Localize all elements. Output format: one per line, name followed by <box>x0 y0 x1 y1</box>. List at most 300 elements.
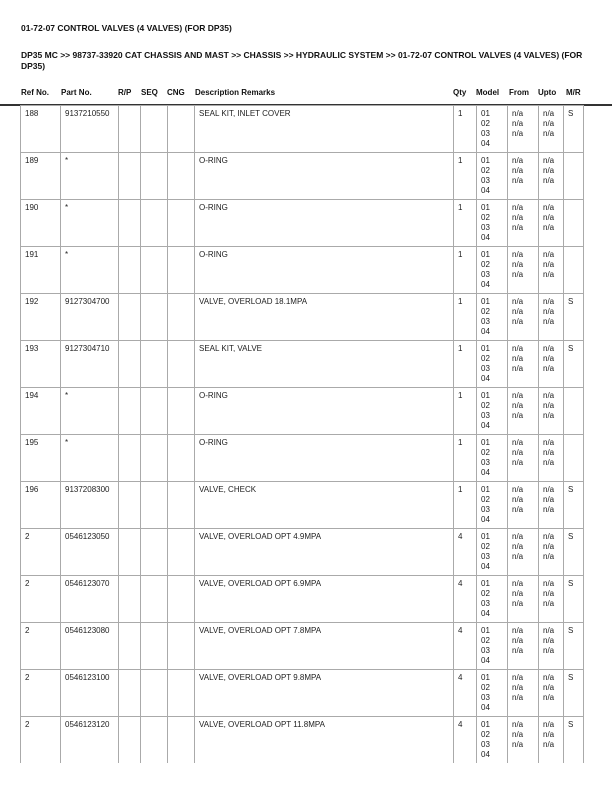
seq-cell <box>141 106 168 153</box>
model-line: 01 <box>481 438 490 447</box>
model-line: 02 <box>481 401 490 410</box>
upto-line: n/a <box>543 505 555 514</box>
rp-cell <box>119 106 141 153</box>
upto-line: n/a <box>543 176 555 185</box>
upto-line: n/a <box>543 458 555 467</box>
model-line: 04 <box>481 656 490 665</box>
from-line: n/a <box>512 646 524 655</box>
model-line: 04 <box>481 750 490 759</box>
model-line: 02 <box>481 354 490 363</box>
part-no: 0546123070 <box>61 576 119 623</box>
model-line: 03 <box>481 223 490 232</box>
model-line: 01 <box>481 203 490 212</box>
part-no: 0546123080 <box>61 623 119 670</box>
model-line: 03 <box>481 693 490 702</box>
table-row <box>21 294 584 341</box>
from-line: n/a <box>512 599 524 608</box>
from <box>508 200 539 247</box>
model-line: 04 <box>481 139 490 148</box>
from-line: n/a <box>512 203 524 212</box>
part-no: 0546123120 <box>61 717 119 764</box>
upto-line: n/a <box>543 683 555 692</box>
part-no: 9137210550 <box>61 106 119 153</box>
model-line: 04 <box>481 515 490 524</box>
mr: S <box>564 482 584 529</box>
qty: 4 <box>454 670 477 717</box>
part-no: * <box>61 388 119 435</box>
from-line: n/a <box>512 411 524 420</box>
model-line: 04 <box>481 468 490 477</box>
upto-line: n/a <box>543 438 555 447</box>
upto <box>539 670 564 717</box>
from <box>508 717 539 764</box>
mr <box>564 200 584 247</box>
upto <box>539 153 564 200</box>
from-line: n/a <box>512 364 524 373</box>
description: VALVE, CHECK <box>195 482 454 529</box>
model-line: 03 <box>481 458 490 467</box>
model-line: 01 <box>481 626 490 635</box>
model-line: 04 <box>481 233 490 242</box>
seq-cell <box>141 247 168 294</box>
mr: S <box>564 294 584 341</box>
cng-cell <box>168 717 195 764</box>
upto-line: n/a <box>543 485 555 494</box>
qty: 1 <box>454 435 477 482</box>
from <box>508 388 539 435</box>
description: O-RING <box>195 153 454 200</box>
upto-line: n/a <box>543 401 555 410</box>
model-line: 01 <box>481 344 490 353</box>
description: SEAL KIT, INLET COVER <box>195 106 454 153</box>
table-row <box>21 388 584 435</box>
description: VALVE, OVERLOAD OPT 9.8MPA <box>195 670 454 717</box>
mr: S <box>564 106 584 153</box>
upto-line: n/a <box>543 109 555 118</box>
model <box>477 576 508 623</box>
upto-line: n/a <box>543 532 555 541</box>
from-line: n/a <box>512 307 524 316</box>
table-row <box>21 576 584 623</box>
seq-cell <box>141 388 168 435</box>
from-line: n/a <box>512 129 524 138</box>
description: VALVE, OVERLOAD OPT 7.8MPA <box>195 623 454 670</box>
col-upto: Upto <box>538 88 557 97</box>
cng-cell <box>168 623 195 670</box>
mr: S <box>564 670 584 717</box>
table-row <box>21 200 584 247</box>
parts-table <box>20 105 584 763</box>
model-line: 02 <box>481 730 490 739</box>
model-line: 01 <box>481 532 490 541</box>
from <box>508 341 539 388</box>
part-no: 9127304710 <box>61 341 119 388</box>
model-line: 02 <box>481 589 490 598</box>
cng-cell <box>168 388 195 435</box>
from-line: n/a <box>512 250 524 259</box>
upto <box>539 623 564 670</box>
model <box>477 294 508 341</box>
rp-cell <box>119 529 141 576</box>
seq-cell <box>141 623 168 670</box>
from-line: n/a <box>512 317 524 326</box>
model-line: 04 <box>481 703 490 712</box>
model <box>477 670 508 717</box>
from-line: n/a <box>512 438 524 447</box>
upto <box>539 529 564 576</box>
part-no: * <box>61 435 119 482</box>
upto-line: n/a <box>543 250 555 259</box>
upto-line: n/a <box>543 720 555 729</box>
part-no: * <box>61 247 119 294</box>
upto-line: n/a <box>543 317 555 326</box>
seq-cell <box>141 482 168 529</box>
upto-line: n/a <box>543 542 555 551</box>
rp-cell <box>119 435 141 482</box>
model-line: 04 <box>481 280 490 289</box>
model <box>477 717 508 764</box>
model-line: 01 <box>481 673 490 682</box>
col-ref: Ref No. <box>21 88 49 97</box>
upto-line: n/a <box>543 156 555 165</box>
model-line: 01 <box>481 391 490 400</box>
from-line: n/a <box>512 119 524 128</box>
seq-cell <box>141 341 168 388</box>
upto-line: n/a <box>543 411 555 420</box>
from-line: n/a <box>512 297 524 306</box>
ref-no: 195 <box>21 435 61 482</box>
part-no: * <box>61 200 119 247</box>
table-row <box>21 623 584 670</box>
cng-cell <box>168 106 195 153</box>
rp-cell <box>119 200 141 247</box>
rp-cell <box>119 294 141 341</box>
mr <box>564 388 584 435</box>
cng-cell <box>168 482 195 529</box>
model <box>477 106 508 153</box>
cng-cell <box>168 576 195 623</box>
model-line: 03 <box>481 740 490 749</box>
description: O-RING <box>195 435 454 482</box>
seq-cell <box>141 435 168 482</box>
qty: 1 <box>454 294 477 341</box>
qty: 1 <box>454 153 477 200</box>
from <box>508 106 539 153</box>
description: O-RING <box>195 200 454 247</box>
upto <box>539 388 564 435</box>
model <box>477 247 508 294</box>
from-line: n/a <box>512 552 524 561</box>
table-row <box>21 341 584 388</box>
upto-line: n/a <box>543 552 555 561</box>
model <box>477 153 508 200</box>
qty: 1 <box>454 341 477 388</box>
model-line: 03 <box>481 176 490 185</box>
table-row <box>21 153 584 200</box>
page-title: 01-72-07 CONTROL VALVES (4 VALVES) (FOR DP35) <box>21 23 232 33</box>
upto-line: n/a <box>543 213 555 222</box>
ref-no: 194 <box>21 388 61 435</box>
from-line: n/a <box>512 626 524 635</box>
from-line: n/a <box>512 166 524 175</box>
model-line: 02 <box>481 542 490 551</box>
from-line: n/a <box>512 542 524 551</box>
mr <box>564 153 584 200</box>
from-line: n/a <box>512 589 524 598</box>
from-line: n/a <box>512 740 524 749</box>
upto-line: n/a <box>543 344 555 353</box>
rp-cell <box>119 623 141 670</box>
col-mr: M/R <box>566 88 581 97</box>
table-row <box>21 482 584 529</box>
model-line: 02 <box>481 448 490 457</box>
upto-line: n/a <box>543 203 555 212</box>
upto-line: n/a <box>543 626 555 635</box>
seq-cell <box>141 576 168 623</box>
model-line: 01 <box>481 250 490 259</box>
mr: S <box>564 717 584 764</box>
model-line: 02 <box>481 495 490 504</box>
from <box>508 623 539 670</box>
model-line: 03 <box>481 317 490 326</box>
model-line: 02 <box>481 260 490 269</box>
part-no: 9137208300 <box>61 482 119 529</box>
from-line: n/a <box>512 579 524 588</box>
ref-no: 193 <box>21 341 61 388</box>
model-line: 03 <box>481 364 490 373</box>
model-line: 04 <box>481 562 490 571</box>
qty: 4 <box>454 623 477 670</box>
model-line: 03 <box>481 646 490 655</box>
upto-line: n/a <box>543 589 555 598</box>
from <box>508 482 539 529</box>
cng-cell <box>168 200 195 247</box>
upto <box>539 435 564 482</box>
model <box>477 623 508 670</box>
model <box>477 200 508 247</box>
ref-no: 188 <box>21 106 61 153</box>
from <box>508 247 539 294</box>
upto-line: n/a <box>543 646 555 655</box>
table-row <box>21 106 584 153</box>
ref-no: 2 <box>21 717 61 764</box>
cng-cell <box>168 294 195 341</box>
from-line: n/a <box>512 730 524 739</box>
col-from: From <box>509 88 529 97</box>
upto-line: n/a <box>543 364 555 373</box>
seq-cell <box>141 294 168 341</box>
model <box>477 482 508 529</box>
from-line: n/a <box>512 673 524 682</box>
model-line: 03 <box>481 552 490 561</box>
rp-cell <box>119 341 141 388</box>
cng-cell <box>168 247 195 294</box>
from <box>508 576 539 623</box>
model-line: 02 <box>481 636 490 645</box>
model-line: 04 <box>481 327 490 336</box>
part-no: 0546123050 <box>61 529 119 576</box>
part-no: 9127304700 <box>61 294 119 341</box>
table-row <box>21 435 584 482</box>
model-line: 03 <box>481 505 490 514</box>
part-no: * <box>61 153 119 200</box>
mr: S <box>564 576 584 623</box>
upto-line: n/a <box>543 730 555 739</box>
ref-no: 2 <box>21 623 61 670</box>
from-line: n/a <box>512 354 524 363</box>
qty: 1 <box>454 106 477 153</box>
from-line: n/a <box>512 223 524 232</box>
qty: 4 <box>454 717 477 764</box>
description: VALVE, OVERLOAD OPT 4.9MPA <box>195 529 454 576</box>
from-line: n/a <box>512 636 524 645</box>
table-row <box>21 529 584 576</box>
from-line: n/a <box>512 495 524 504</box>
rp-cell <box>119 717 141 764</box>
model-line: 03 <box>481 129 490 138</box>
from <box>508 294 539 341</box>
from-line: n/a <box>512 391 524 400</box>
upto <box>539 482 564 529</box>
model-line: 04 <box>481 374 490 383</box>
col-desc: Description Remarks <box>195 88 276 97</box>
from-line: n/a <box>512 532 524 541</box>
upto-line: n/a <box>543 673 555 682</box>
model-line: 02 <box>481 213 490 222</box>
model-line: 03 <box>481 411 490 420</box>
table-row <box>21 670 584 717</box>
upto <box>539 247 564 294</box>
from-line: n/a <box>512 109 524 118</box>
from-line: n/a <box>512 401 524 410</box>
mr <box>564 435 584 482</box>
from-line: n/a <box>512 213 524 222</box>
model <box>477 341 508 388</box>
seq-cell <box>141 200 168 247</box>
from-line: n/a <box>512 505 524 514</box>
from-line: n/a <box>512 344 524 353</box>
from <box>508 670 539 717</box>
ref-no: 196 <box>21 482 61 529</box>
model-line: 01 <box>481 485 490 494</box>
upto <box>539 341 564 388</box>
upto <box>539 294 564 341</box>
description: VALVE, OVERLOAD OPT 6.9MPA <box>195 576 454 623</box>
model-line: 01 <box>481 720 490 729</box>
upto-line: n/a <box>543 636 555 645</box>
model <box>477 388 508 435</box>
description: VALVE, OVERLOAD 18.1MPA <box>195 294 454 341</box>
upto-line: n/a <box>543 448 555 457</box>
model-line: 02 <box>481 307 490 316</box>
upto-line: n/a <box>543 270 555 279</box>
upto-line: n/a <box>543 693 555 702</box>
col-model: Model <box>476 88 500 97</box>
qty: 1 <box>454 482 477 529</box>
cng-cell <box>168 153 195 200</box>
cng-cell <box>168 529 195 576</box>
description: SEAL KIT, VALVE <box>195 341 454 388</box>
qty: 1 <box>454 388 477 435</box>
upto-line: n/a <box>543 354 555 363</box>
upto-line: n/a <box>543 223 555 232</box>
from-line: n/a <box>512 176 524 185</box>
table-row <box>21 717 584 764</box>
model-line: 03 <box>481 599 490 608</box>
model-line: 01 <box>481 156 490 165</box>
cng-cell <box>168 670 195 717</box>
from-line: n/a <box>512 458 524 467</box>
upto <box>539 576 564 623</box>
seq-cell <box>141 529 168 576</box>
upto-line: n/a <box>543 119 555 128</box>
ref-no: 2 <box>21 529 61 576</box>
seq-cell <box>141 670 168 717</box>
model <box>477 435 508 482</box>
model-line: 04 <box>481 421 490 430</box>
rp-cell <box>119 153 141 200</box>
from-line: n/a <box>512 683 524 692</box>
description: O-RING <box>195 247 454 294</box>
ref-no: 2 <box>21 670 61 717</box>
ref-no: 2 <box>21 576 61 623</box>
model-line: 01 <box>481 297 490 306</box>
qty: 4 <box>454 529 477 576</box>
rp-cell <box>119 482 141 529</box>
from <box>508 529 539 576</box>
upto-line: n/a <box>543 129 555 138</box>
table-row <box>21 247 584 294</box>
upto <box>539 200 564 247</box>
mr: S <box>564 623 584 670</box>
from-line: n/a <box>512 448 524 457</box>
seq-cell <box>141 153 168 200</box>
col-part: Part No. <box>61 88 92 97</box>
from-line: n/a <box>512 156 524 165</box>
qty: 1 <box>454 247 477 294</box>
description: O-RING <box>195 388 454 435</box>
upto-line: n/a <box>543 391 555 400</box>
rp-cell <box>119 576 141 623</box>
upto-line: n/a <box>543 599 555 608</box>
upto-line: n/a <box>543 297 555 306</box>
from-line: n/a <box>512 693 524 702</box>
mr: S <box>564 529 584 576</box>
model-line: 02 <box>481 683 490 692</box>
rp-cell <box>119 247 141 294</box>
ref-no: 189 <box>21 153 61 200</box>
description: VALVE, OVERLOAD OPT 11.8MPA <box>195 717 454 764</box>
from-line: n/a <box>512 485 524 494</box>
upto-line: n/a <box>543 579 555 588</box>
seq-cell <box>141 717 168 764</box>
col-qty: Qty <box>453 88 467 97</box>
upto-line: n/a <box>543 307 555 316</box>
from-line: n/a <box>512 260 524 269</box>
model-line: 02 <box>481 166 490 175</box>
col-cng: CNG <box>167 88 185 97</box>
model-line: 01 <box>481 109 490 118</box>
model-line: 01 <box>481 579 490 588</box>
model-line: 04 <box>481 609 490 618</box>
col-seq: SEQ <box>141 88 158 97</box>
model-line: 03 <box>481 270 490 279</box>
upto-line: n/a <box>543 260 555 269</box>
ref-no: 191 <box>21 247 61 294</box>
table-header <box>0 84 612 106</box>
cng-cell <box>168 341 195 388</box>
upto <box>539 106 564 153</box>
